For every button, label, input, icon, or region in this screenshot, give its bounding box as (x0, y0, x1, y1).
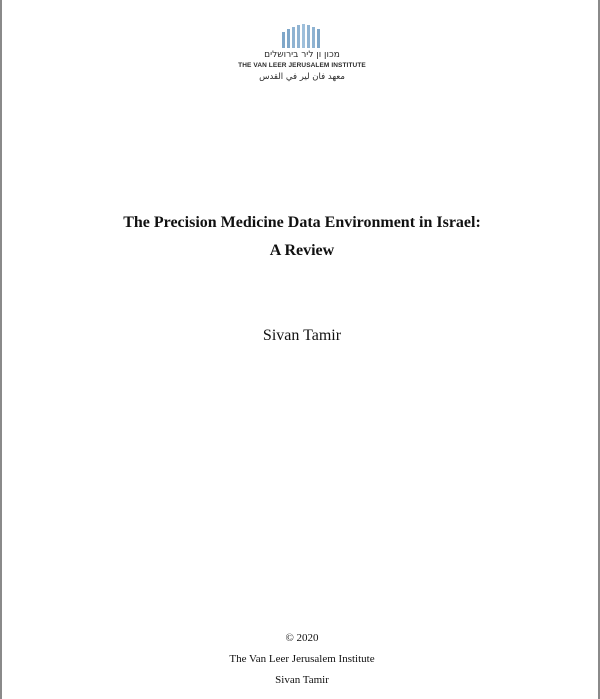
logo-arabic-text: معهد فان لير في القدس (259, 72, 345, 82)
footer-author: Sivan Tamir (275, 674, 329, 686)
logo-english-text: THE VAN LEER JERUSALEM INSTITUTE (238, 62, 366, 69)
title-line-1: The Precision Medicine Data Environment in Israel: (123, 214, 481, 231)
copyright-text: © 2020 (285, 632, 319, 644)
title-line-2: A Review (269, 242, 335, 259)
footer-block (2, 628, 600, 691)
building-columns-icon (279, 24, 325, 48)
institute-logo (2, 24, 600, 82)
footer-institute: The Van Leer Jerusalem Institute (229, 653, 375, 665)
author-name: Sivan Tamir (262, 327, 342, 344)
document-title (2, 209, 600, 265)
logo-hebrew-text: מכון ון ליר בירושלים (264, 50, 340, 60)
